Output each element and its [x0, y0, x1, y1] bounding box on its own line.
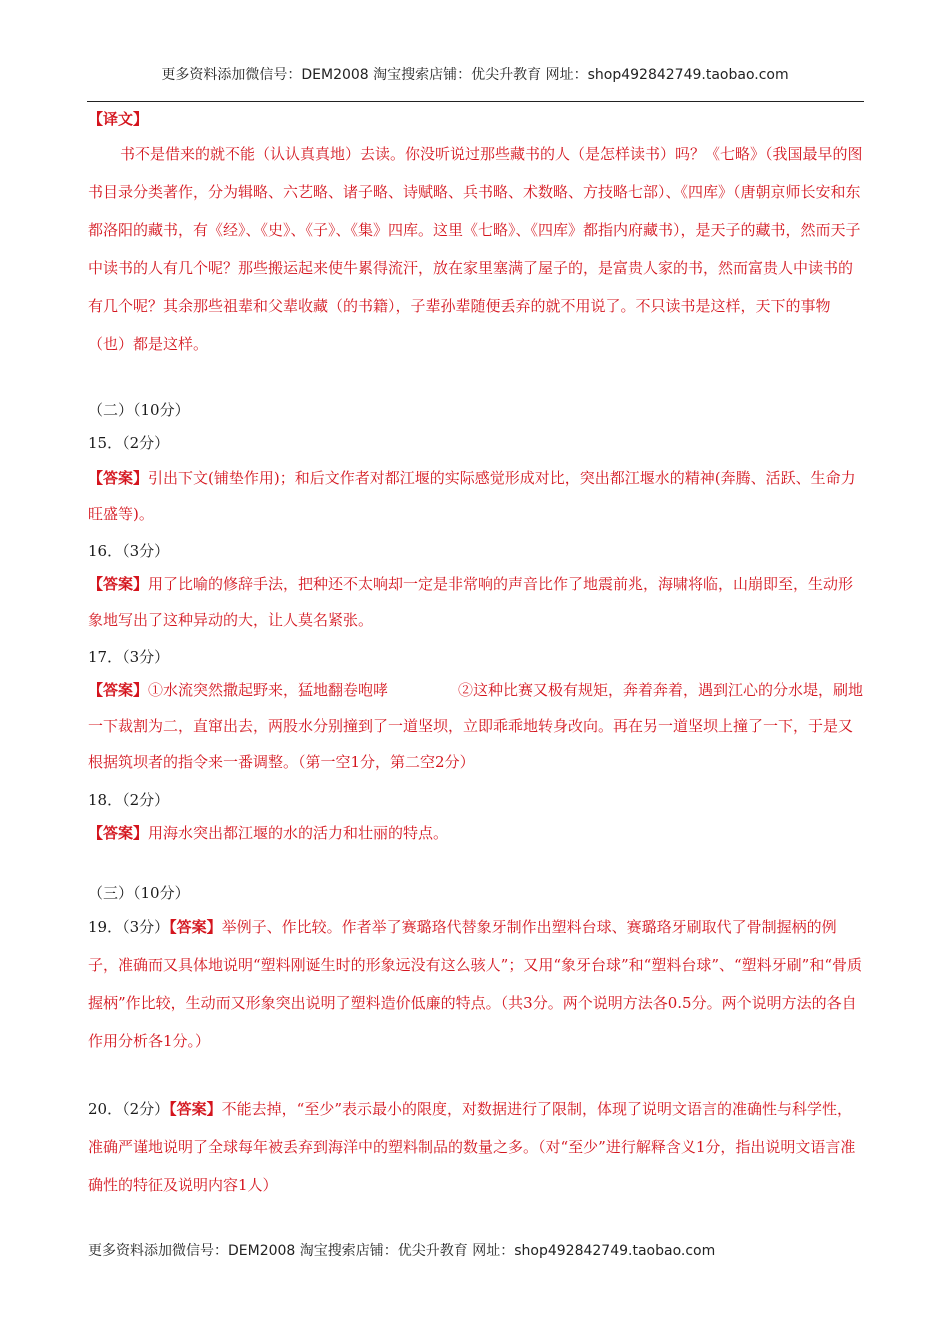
section3-heading: （三）（10分） [88, 884, 190, 902]
q15-answer: 【答案】引出下文(铺垫作用)；和后文作者对都江堰的实际感觉形成对比，突出都江堰水的精神(奔腾、活跃、生命力旺盛等)。 [88, 469, 856, 523]
q16-answer: 【答案】用了比喻的修辞手法，把种还不太响却一定是非常响的声音比作了地震前兆，海啸将临，山崩即至，生动形象地写出了这种异动的大，让人莫名紧张。 [88, 575, 854, 629]
page-footer: 更多资料添加微信号：DEM2008 淘宝搜索店铺：优尖升教育 网址：shop492842749.taobao.com [88, 1243, 716, 1259]
q20-answer: 20．（2分）【答案】不能去掉，“至少”表示最小的限度，对数据进行了限制，体现了说明文语言的准确性与科学性，准确严谨地说明了全球每年被丢弃到海洋中的塑料制品的数量之多。（对“至少”进行解释含义1分，指出说明文语言准确性的特征及说明内容1人） [88, 1100, 856, 1194]
answer-tag: 【答案】 [88, 824, 149, 842]
q18-number: 18．（2分） [88, 791, 170, 809]
q17-answer: 【答案】①水流突然撒起野来，猛地翻卷咆哮 ②这种比赛又极有规矩，奔着奔着，遇到江心的分水堤，刷地一下裁割为二，直窜出去，两股水分别撞到了一道坚坝，立即乖乖地转身改向。再在另一道坚坝上撞了一下，于是又根据筑坝者的指令来一番调整。（第一空1分，第二空2分） [88, 681, 864, 771]
q16-number: 16．（3分） [88, 542, 170, 560]
header-rule [87, 101, 864, 102]
answer-tag: 【答案】 [88, 681, 149, 699]
section2-heading: （二）（10分） [88, 401, 190, 419]
q20-number: 20．（2分） [88, 1100, 170, 1118]
q19-answer: 19．（3分）【答案】举例子、作比较。作者举了赛璐珞代替象牙制作出塑料台球、赛璐珞牙刷取代了骨制握柄的例子，准确而又具体地说明“塑料刚诞生时的形象远没有这么骇人”；又用“象牙台球”和“塑料台球”、“塑料牙刷”和“骨质握柄”作比较，生动而又形象突出说明了塑料造价低廉的特点。（共3分。两个说明方法各0.5分。两个说明方法的各自作用分析各1分。） [88, 918, 863, 1050]
translation-body: 书不是借来的就不能（认认真真地）去读。你没听说过那些藏书的人（是怎样读书）吗？《七略》（我国最早的图书目录分类著作，分为辑略、六艺略、诸子略、诗赋略、兵书略、术数略、方技略七部）、《四库》（唐朝京师长安和东都洛阳的藏书，有《经》、《史》、《子》、《集》四库。这里《七略》、《四库》都指内府藏书），是天子的藏书，然而天子中读书的人有几个呢？那些搬运起来使牛累得流汗，放在家里塞满了屋子的，是富贵人家的书，然而富贵人中读书的有几个呢？其余那些祖辈和父辈收藏（的书籍），子辈孙辈随便丢弃的就不用说了。不只读书是这样，天下的事物（也）都是这样。 [88, 145, 863, 353]
q15-number: 15．（2分） [88, 434, 170, 452]
q18-answer: 【答案】用海水突出都江堰的水的活力和壮丽的特点。 [88, 824, 449, 842]
q19-number: 19．（3分） [88, 918, 170, 936]
answer-tag: 【答案】 [88, 469, 149, 487]
q17-number: 17．（3分） [88, 648, 170, 666]
answer-tag: 【答案】 [169, 918, 222, 936]
translation-tag: 【译文】 [88, 110, 149, 128]
answer-tag: 【答案】 [169, 1100, 222, 1118]
answer-tag: 【答案】 [88, 575, 149, 593]
page-header: 更多资料添加微信号：DEM2008 淘宝搜索店铺：优尖升教育 网址：shop492842749.taobao.com [161, 67, 789, 83]
